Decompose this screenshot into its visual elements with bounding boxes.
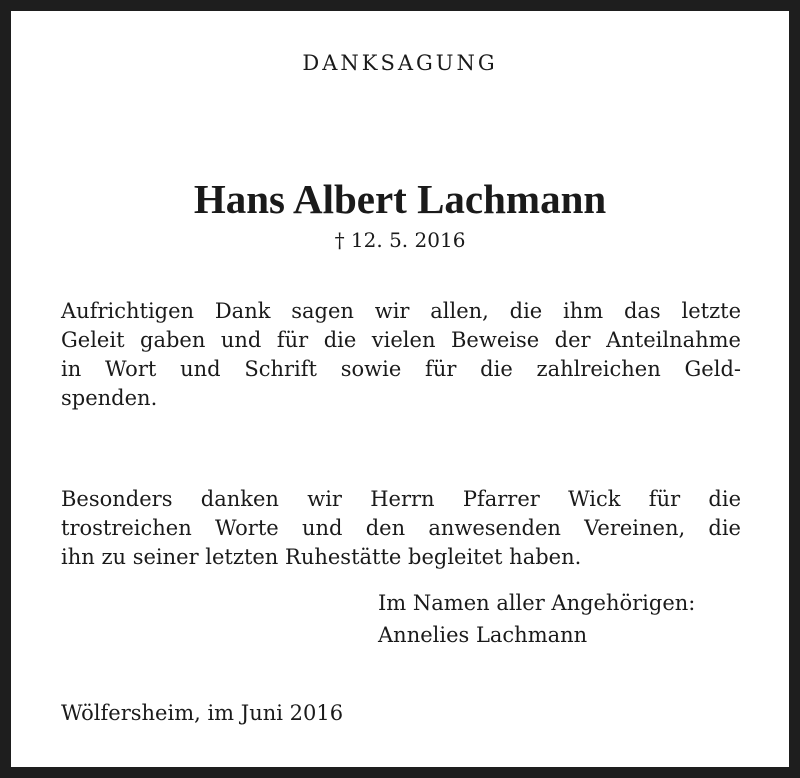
paragraph-line: in Wort und Schrift sowie für die zahlreichen Geld- bbox=[61, 357, 741, 381]
paragraph-line: trostreichen Worte und den anwesenden Vereinen, die bbox=[61, 516, 741, 540]
closing-signature bbox=[378, 587, 695, 651]
thanks-paragraph bbox=[61, 297, 741, 413]
paragraph-line: ihn zu seiner letzten Ruhestätte begleitet haben. bbox=[61, 545, 582, 569]
special-thanks-paragraph bbox=[61, 485, 741, 572]
paragraph-line: Aufrichtigen Dank sagen wir allen, die ihm das letzte bbox=[61, 299, 741, 323]
death-date: † 12. 5. 2016 bbox=[334, 228, 466, 252]
closing-line: Im Namen aller Angehörigen: bbox=[378, 591, 696, 615]
place-and-date: Wölfersheim, im Juni 2016 bbox=[61, 701, 344, 725]
paragraph-line: Geleit gaben und für die vielen Beweise der Anteilnahme bbox=[61, 328, 741, 352]
signatory-name: Annelies Lachmann bbox=[378, 623, 588, 647]
notice-heading: DANKSAGUNG bbox=[302, 51, 498, 75]
deceased-name: Hans Albert Lachmann bbox=[193, 176, 607, 222]
paragraph-line: Besonders danken wir Herrn Pfarrer Wick für die bbox=[61, 487, 741, 511]
paragraph-line: spenden. bbox=[61, 386, 158, 410]
